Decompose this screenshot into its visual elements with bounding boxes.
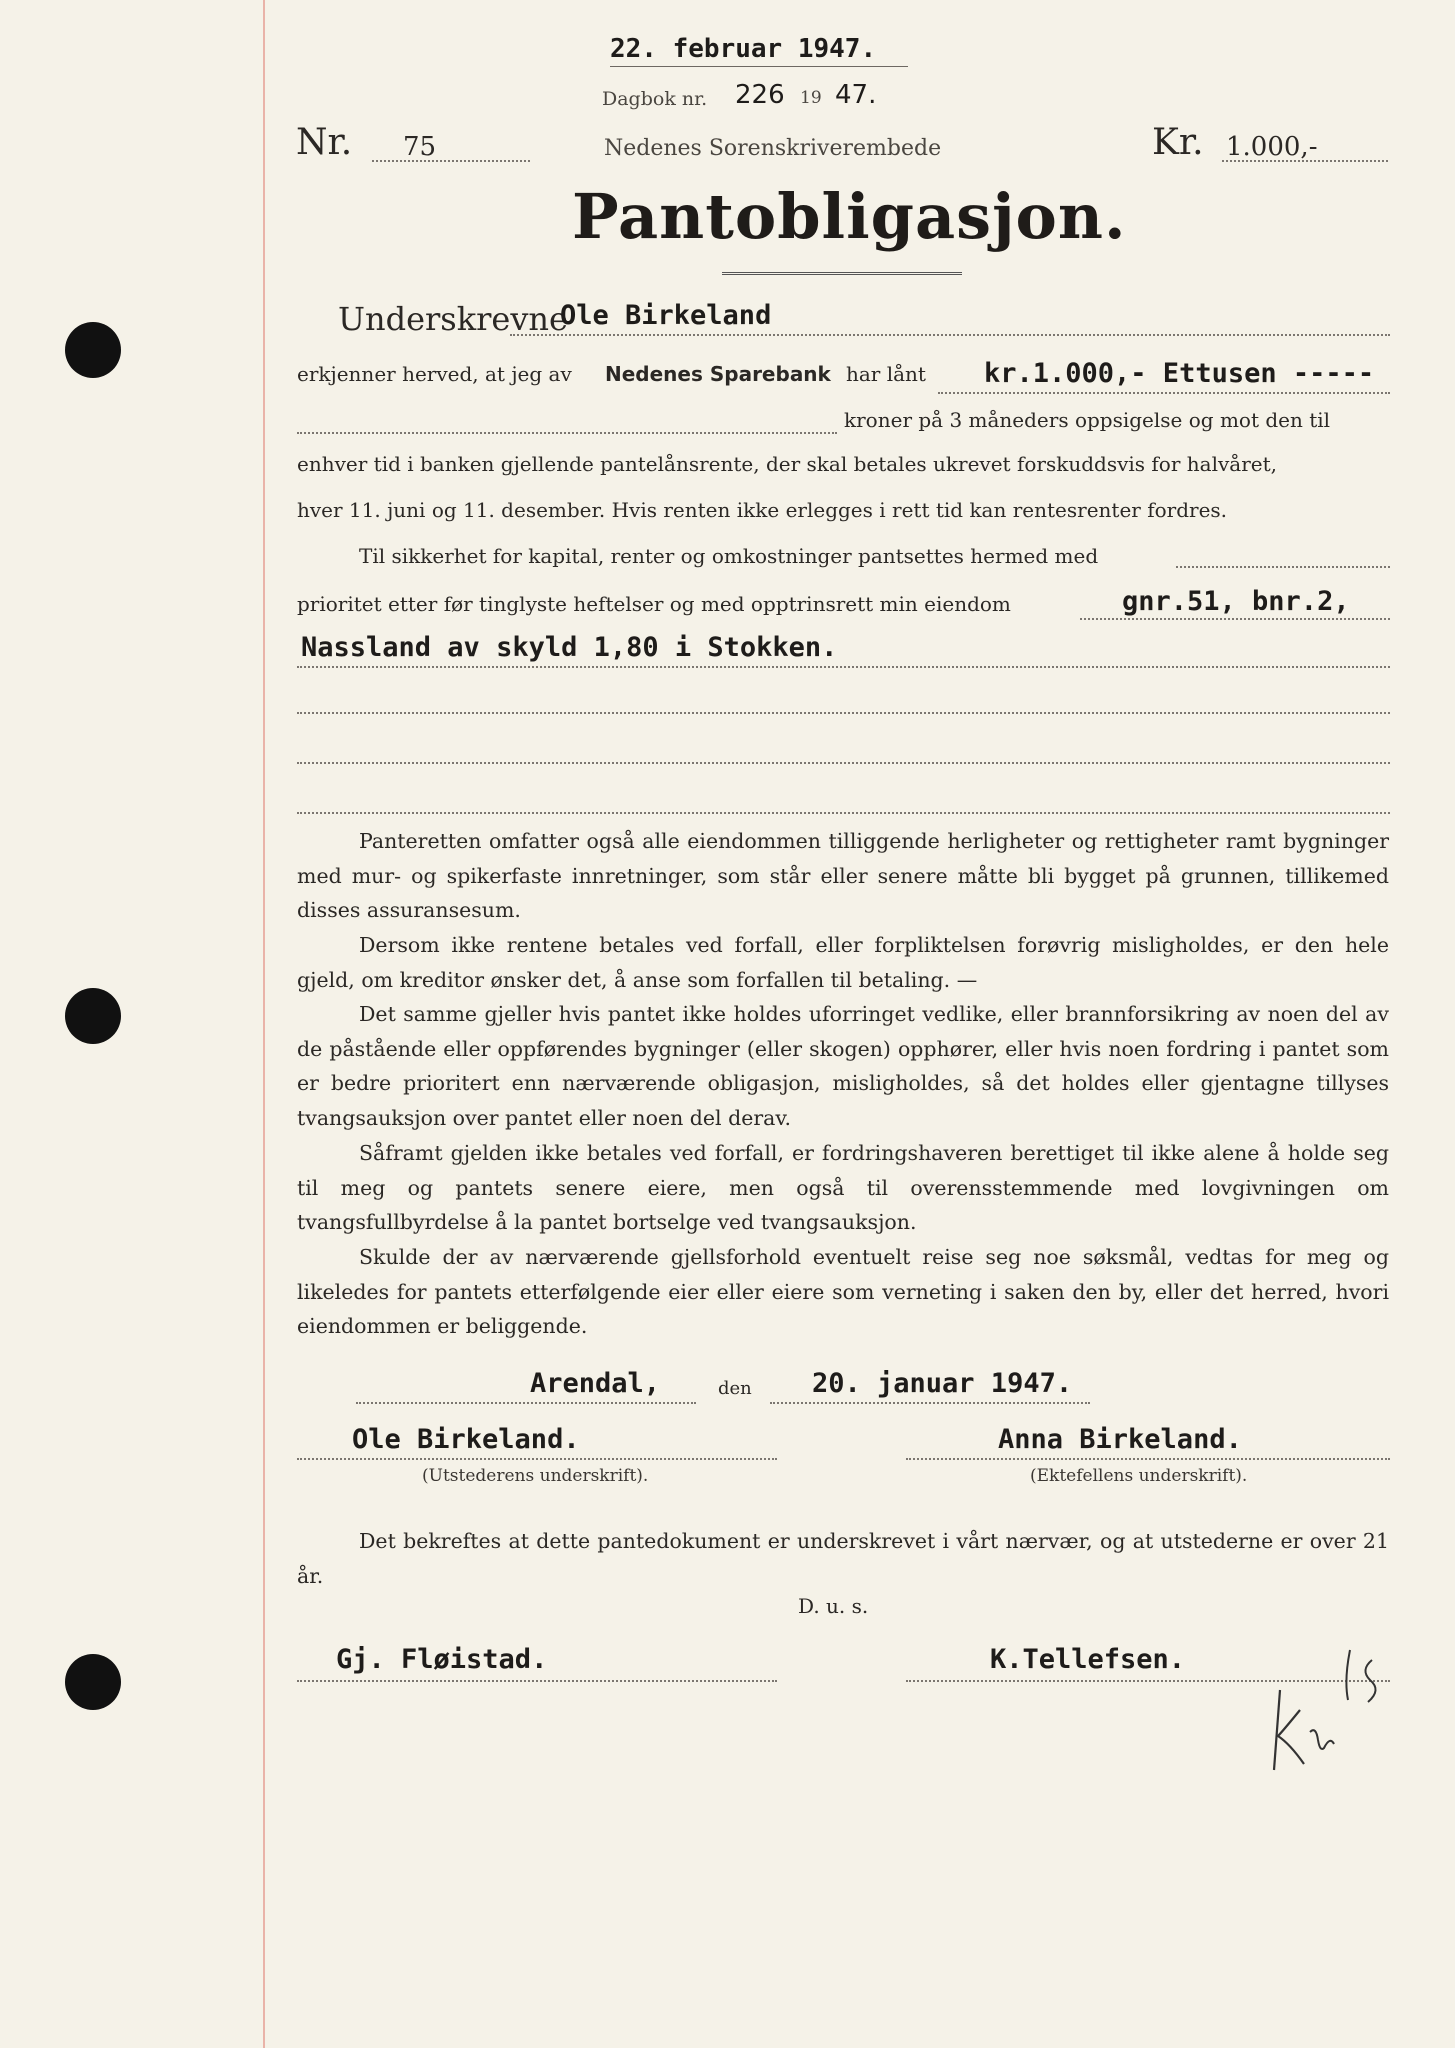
witness-1-signature: Gj. Fløistad. <box>336 1644 548 1675</box>
property-typed-1: gnr.51, bnr.2, <box>1122 586 1350 617</box>
blank-dotline-1 <box>297 712 1390 714</box>
spouse-signature: Anna Birkeland. <box>998 1424 1242 1455</box>
place-dotline <box>356 1402 696 1404</box>
issuer-dotline <box>297 1458 777 1460</box>
dus-label: D. u. s. <box>798 1594 869 1618</box>
terms-paragraph-1: Panteretten omfatter også alle eiendommen tilliggende herligheter og rettigheter ramt bygninger med mur- og spikerfaste innretninger, som står eller senere måtte bli bygget på grunnen, tillikemed disses assuransesum. <box>297 829 1389 922</box>
amount-dotline <box>938 392 1390 394</box>
nr-value: 75 <box>403 132 437 162</box>
handwritten-initials-mark <box>1260 1640 1410 1780</box>
bank-name: Nedenes Sparebank <box>605 362 831 386</box>
witness-1-dotline <box>297 1680 777 1682</box>
title-rule <box>722 272 962 275</box>
terms-paragraph-5: Skulde der av nærværende gjellsforhold eventuelt reise seg noe søksmål, vedtas for meg og likeledes for pantets etterfølgende eier eller eiere som verneting i saken den by, eller det herred, hvori eiendommen er beliggende. <box>297 1245 1389 1338</box>
document-title: Pantobligasjon. <box>572 180 1127 253</box>
kr-value: 1.000,- <box>1226 132 1318 162</box>
office-name: Nedenes Sorenskriverembede <box>604 136 942 161</box>
margin-rule <box>263 0 265 2048</box>
obligation-line-3: kroner på 3 måneders oppsigelse og mot den til <box>844 408 1331 432</box>
debtor-name: Ole Birkeland <box>560 300 772 331</box>
signing-place: Arendal, <box>530 1368 661 1399</box>
har-laant-label: har lånt <box>846 362 926 386</box>
signing-date: 20. januar 1947. <box>812 1368 1073 1399</box>
date-stamp: 22. februar 1947. <box>610 34 877 64</box>
dagbok-label: Dagbok nr. <box>602 88 708 110</box>
issuer-caption: (Utstederens underskrift). <box>422 1466 649 1486</box>
issuer-signature: Ole Birkeland. <box>352 1424 580 1455</box>
obligation-line-4: enhver tid i banken gjellende pantelånsrente, der skal betales ukrevet forskuddsvis for halvåret, <box>297 452 1277 476</box>
punch-hole-top <box>65 322 121 378</box>
dagbok-year: 47. <box>835 80 877 110</box>
spouse-dotline <box>906 1458 1390 1460</box>
nr-label: Nr. <box>296 122 353 163</box>
terms-paragraph-4: Såframt gjelden ikke betales ved forfall, er fordringshaveren berettiget til ikke alene å holde seg til meg og pantets senere eiere, men også til overensstemmende med lovgivningen om tvangsfullbyrdelse å la pantet bortselge ved tvangsauksjon. <box>297 1141 1389 1234</box>
dagbok-number: 226 <box>735 80 785 110</box>
obligation-line-2: erkjenner herved, at jeg av <box>297 362 572 386</box>
property-typed-2: Nassland av skyld 1,80 i Stokken. <box>301 632 838 663</box>
obligation-line-5: hver 11. juni og 11. desember. Hvis renten ikke erlegges i rett tid kan rentesrenter fordres. <box>297 498 1228 522</box>
punch-hole-bottom <box>65 1654 121 1710</box>
nr-dotline <box>372 160 530 162</box>
amount-cont-dotline <box>297 432 837 434</box>
obligation-line-7: prioritet etter før tinglyste heftelser og med opptrinsrett min eiendom <box>297 592 1011 616</box>
dagbok-year-prefix: 19 <box>800 88 822 108</box>
obligation-line-6: Til sikkerhet for kapital, renter og omkostninger pantsettes hermed med <box>359 544 1099 568</box>
blank-dotline-2 <box>297 762 1390 764</box>
punch-hole-middle <box>65 988 121 1044</box>
amount-typed: kr.1.000,- Ettusen ----- <box>984 358 1375 389</box>
witness-statement: Det bekreftes at dette pantedokument er underskrevet i vårt nærvær, og at utstederne er over 21 år. <box>297 1529 1389 1588</box>
spouse-caption: (Ektefellens underskrift). <box>1030 1466 1248 1486</box>
underskrevne-label: Underskrevne <box>338 300 568 338</box>
witness-2-signature: K.Tellefsen. <box>990 1644 1186 1675</box>
den-label: den <box>718 1378 752 1399</box>
kr-label: Kr. <box>1152 122 1204 163</box>
date-stamp-underline <box>610 66 908 67</box>
property-dotline-2 <box>297 666 1390 668</box>
debtor-dotline <box>510 334 1390 336</box>
line6-dotline <box>1176 566 1390 568</box>
property-dotline-1 <box>1080 618 1390 620</box>
blank-dotline-3 <box>297 812 1390 814</box>
terms-paragraph-2: Dersom ikke rentene betales ved forfall, eller forpliktelsen forøvrig misligholdes, er den hele gjeld, om kreditor ønsker det, å anse som forfallen til betaling. — <box>297 933 1389 992</box>
terms-paragraph-3: Det samme gjeller hvis pantet ikke holdes uforringet vedlike, eller brannforsikring av noen del av de påstående eller oppførendes bygninger (eller skogen) opphører, eller hvis noen fordring i pantet som er bedre prioritert enn nærværende obligasjon, misligholdes, så det holdes eller gjentagne tillyses tvangsauksjon over pantet eller noen del derav. <box>297 1002 1389 1130</box>
kr-dotline <box>1222 160 1388 162</box>
date-dotline <box>770 1402 1090 1404</box>
